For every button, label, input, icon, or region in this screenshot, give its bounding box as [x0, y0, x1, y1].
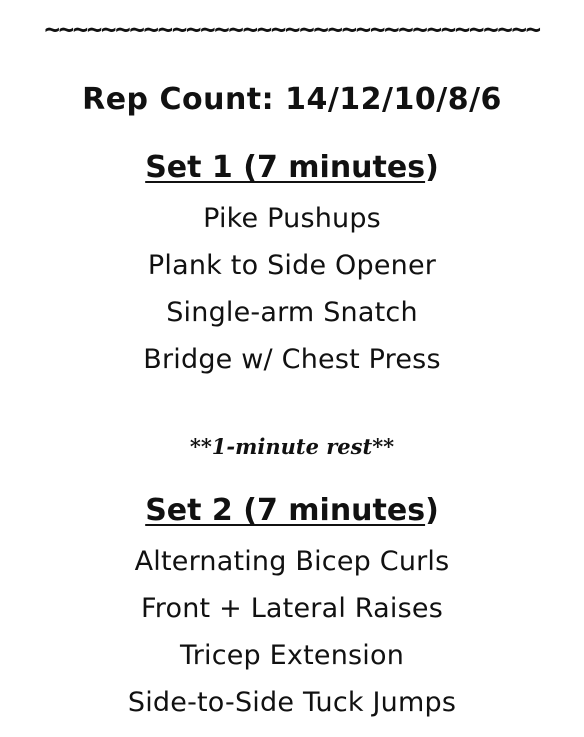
set-2-exercise-3: Tricep Extension	[179, 640, 405, 671]
set-1-exercise-2: Plank to Side Opener	[147, 250, 437, 281]
set-1-exercise-4: Bridge w/ Chest Press	[143, 344, 441, 375]
set-1-heading	[0, 150, 584, 185]
set-2-exercise-2: Front + Lateral Raises	[141, 593, 443, 624]
set-2-exercise-4: Side-to-Side Tuck Jumps	[127, 687, 457, 718]
set-2-exercise-1: Alternating Bicep Curls	[134, 546, 450, 577]
set-1-heading-close: )	[425, 150, 439, 185]
set-2-heading	[0, 493, 584, 528]
rest-note: **1-minute rest**	[189, 434, 395, 459]
set-1-exercise-3: Single-arm Snatch	[166, 297, 418, 328]
tilde-divider: ~~~~~~~~~~~~~~~~~~~~~~~~~~~~~~~~~~~	[44, 15, 540, 45]
set-1-heading-text: Set 1 (7 minutes	[145, 150, 426, 185]
set-2-heading-close: )	[425, 493, 439, 528]
rep-count: Rep Count: 14/12/10/8/6	[82, 82, 502, 117]
set-2-heading-text: Set 2 (7 minutes	[145, 493, 426, 528]
set-1-exercise-1: Pike Pushups	[203, 203, 381, 234]
